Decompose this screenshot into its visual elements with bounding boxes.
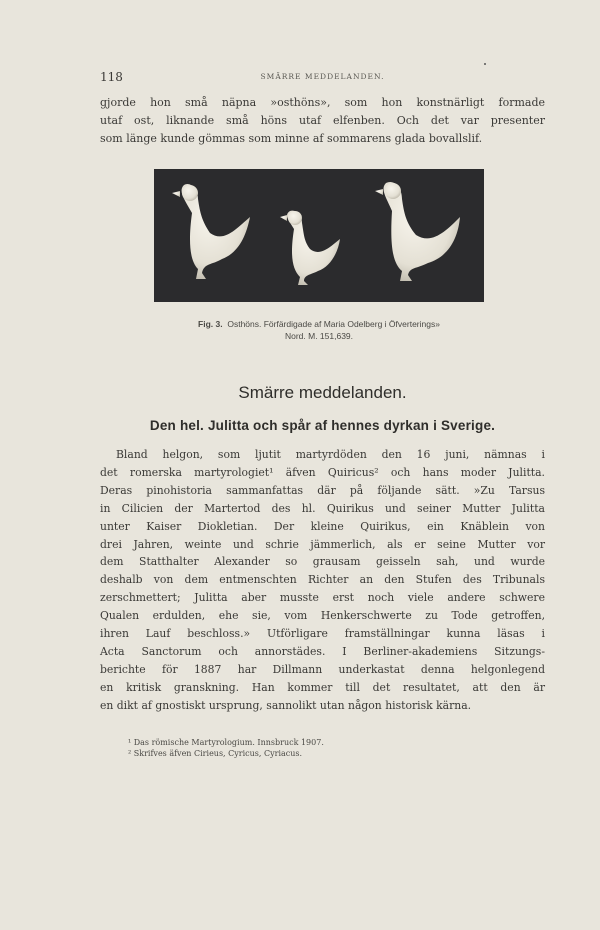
footnotes (128, 737, 548, 759)
article-title: Den hel. Julitta och spår af hennes dyrkan i Sverige. (149, 418, 496, 433)
intro-paragraph (100, 94, 545, 148)
page-number: 118 (100, 70, 123, 84)
figure-caption (154, 318, 484, 342)
body-line: zerschmettert; Julitta aber musste erst noch viele andere schwere (100, 591, 545, 605)
footnote: ¹ Das römische Martyrologium. Innsbruck 1907. (128, 738, 324, 747)
cheese-hens-photo (154, 169, 484, 302)
section-heading: Smärre meddelanden. (238, 383, 407, 402)
body-line: det romerska martyrologiet¹ äfven Quiricus² och hans moder Julitta. (100, 465, 545, 479)
intro-line: som länge kunde gömmas som minne af sommarens glada bovallslif. (100, 132, 483, 145)
figure-label: Fig. 3. (198, 319, 223, 329)
figure-photo (154, 169, 484, 302)
body-line: Deras pinohistoria sammanfattas där på följande sätt. »Zu Tarsus (100, 483, 545, 497)
body-line: ihren Lauf beschloss.» Utförligare framställningar kunna läsas i (100, 627, 545, 641)
running-title: SMÄRRE MEDDELANDEN. (260, 72, 385, 81)
body-line: Acta Sanctorum och annorstädes. I Berliner-akademiens Sitzungs- (100, 644, 545, 658)
footnote: ² Skrifves äfven Cirieus, Cyricus, Cyriacus. (128, 749, 303, 758)
body-line: en dikt af gnostiskt ursprung, sannolikt utan någon historisk kärna. (100, 698, 472, 712)
article-body (100, 446, 545, 715)
caption-catalog-number: Nord. M. 151,639. (284, 331, 354, 341)
body-line: deshalb von dem entmenschten Richter an den Stufen des Tribunals (100, 573, 545, 587)
body-line: drei Jahren, weinte und schrie jämmerlich, als er seine Mutter vor (100, 537, 545, 551)
print-speck (484, 63, 486, 65)
intro-line: gjorde hon små näpna »osthöns», som hon konstnärligt formade (100, 96, 545, 109)
body-line: unter Kaiser Diokletian. Der kleine Quirikus, ein Knäblein von (100, 519, 545, 533)
caption-text: Osthöns. Förfärdigade af Maria Odelberg i Öfverterings» (227, 319, 440, 329)
body-line: en kritisk granskning. Han kommer till det resultatet, att den är (100, 680, 545, 694)
body-line: dem Statthalter Alexander so grausam geisseln sah, und wurde (100, 555, 545, 569)
body-line: Qualen erdulden, ehe sie, vom Henkerschwerte zu Tode getroffen, (100, 609, 545, 623)
intro-line: utaf ost, liknande små höns utaf elfenben. Och det var presenter (100, 114, 545, 127)
body-line: in Cilicien der Martertod des hl. Quirikus und seiner Mutter Julitta (100, 501, 545, 515)
running-head (100, 70, 545, 84)
body-line: Bland helgon, som ljutit martyrdöden den 16 juni, nämnas i (116, 448, 545, 461)
body-line: berichte för 1887 har Dillmann underkastat denna helgonlegend (100, 662, 545, 676)
